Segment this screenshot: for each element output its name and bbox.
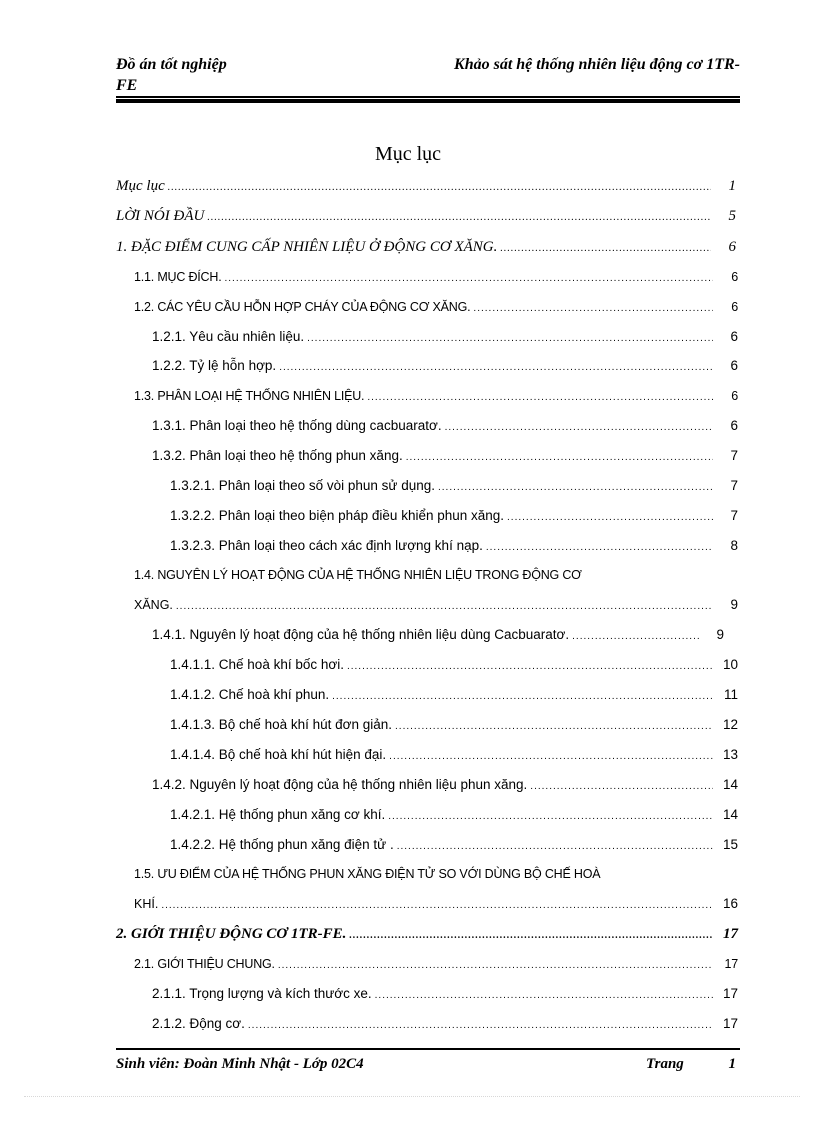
toc-entry-text: 1.3.2. Phân loại theo hệ thống phun xăng. xyxy=(152,448,403,463)
header-rule-thin xyxy=(116,96,740,98)
toc-entry[interactable] xyxy=(170,744,738,766)
footer-rule xyxy=(116,1048,740,1050)
toc-entry-text: 2.1.2. Động cơ. xyxy=(152,1016,245,1031)
toc-entry-page: 16 xyxy=(722,896,738,911)
toc-entry[interactable] xyxy=(134,893,738,915)
toc-entry[interactable] xyxy=(152,1013,738,1035)
toc-entry[interactable] xyxy=(170,714,738,736)
page-title: Mục lục xyxy=(374,143,442,165)
toc-entry-page: 13 xyxy=(722,747,738,762)
toc-entry-text: KHÍ. xyxy=(134,897,159,911)
toc-entry[interactable] xyxy=(170,834,738,856)
toc-entry-text: LỜI NÓI ĐẦU xyxy=(116,208,205,224)
toc-entry-text: 1.4.1.4. Bộ chế hoà khí hút hiện đại. xyxy=(170,747,387,762)
toc-entry[interactable] xyxy=(170,654,738,676)
toc-entry-page: 7 xyxy=(730,508,738,523)
toc-entry-text: 1.4.2.1. Hệ thống phun xăng cơ khí. xyxy=(170,807,386,822)
toc-entry[interactable] xyxy=(152,355,738,377)
toc-entry[interactable] xyxy=(152,774,738,796)
toc-entry-text: 1.3.2.1. Phân loại theo số vòi phun sử dụng. xyxy=(170,478,435,493)
toc-entry[interactable] xyxy=(134,594,738,616)
toc-entry-page: 15 xyxy=(722,837,738,852)
toc-entry-page: 7 xyxy=(730,448,738,463)
toc-entry-page: 17 xyxy=(724,957,738,971)
header-left-line2: FE xyxy=(116,77,138,94)
toc-entry[interactable] xyxy=(134,953,738,975)
toc-entry-text: Mục lục xyxy=(116,178,165,194)
toc-entry-page: 6 xyxy=(730,358,738,373)
toc-entry-text: 1.2.2. Tỷ lệ hỗn hợp. xyxy=(152,358,277,373)
toc-entry[interactable] xyxy=(116,923,738,945)
toc-entry-page: 10 xyxy=(722,657,738,672)
toc-entry[interactable] xyxy=(134,385,738,407)
toc-entry-text: 1.4.2. Nguyên lý hoạt động của hệ thống nhiên liệu phun xăng. xyxy=(152,777,528,792)
toc-entry-text: 1.2. CÁC YÊU CẦU HỖN HỢP CHÁY CỦA ĐỘNG CƠ XĂNG. xyxy=(134,300,471,314)
toc-entry-text: 2.1.1. Trọng lượng và kích thước xe. xyxy=(152,986,372,1001)
toc-entry[interactable] xyxy=(170,505,738,527)
header-left xyxy=(116,54,366,96)
toc-entry-page: 9 xyxy=(716,627,724,642)
toc-entry-page: 17 xyxy=(722,1016,738,1031)
toc-entry-page: 1 xyxy=(728,178,736,194)
toc-entry-page: 17 xyxy=(723,926,738,942)
toc-entry[interactable] xyxy=(152,624,724,646)
toc-entry-text: 1.4.1.3. Bộ chế hoà khí hút đơn giản. xyxy=(170,717,393,732)
toc-entry-text: XĂNG. xyxy=(134,598,173,612)
toc-entry-page: 6 xyxy=(730,418,738,433)
toc-entry-page: 14 xyxy=(722,777,738,792)
toc-entry-page: 5 xyxy=(728,208,736,224)
toc-entry-text: 1.1. MỤC ĐÍCH. xyxy=(134,270,222,284)
toc-entry[interactable] xyxy=(170,684,738,706)
toc-entry-text: 1.3.2.2. Phân loại theo biện pháp điều khiển phun xăng. xyxy=(170,508,505,523)
header-right: Khảo sát hệ thống nhiên liệu động cơ 1TR- xyxy=(454,56,740,73)
toc-entry[interactable] xyxy=(134,266,738,288)
footer-student: Sinh viên: Đoàn Minh Nhật - Lớp 02C4 xyxy=(116,1056,364,1072)
toc-entry-page: 6 xyxy=(731,300,738,314)
toc-entry[interactable] xyxy=(170,475,738,497)
toc-entry[interactable] xyxy=(152,326,738,348)
footer-page-number: 1 xyxy=(728,1056,736,1072)
toc-entry-page: 8 xyxy=(730,538,738,553)
toc-entry-page: 6 xyxy=(730,329,738,344)
toc-entry-text-line1: 1.5. ƯU ĐIỂM CỦA HỆ THỐNG PHUN XĂNG ĐIỆN TỬ SO VỚI DÙNG BỘ CHẾ HOÀ xyxy=(134,867,601,881)
toc-entry-text: 1.4.2.2. Hệ thống phun xăng điện tử . xyxy=(170,837,394,852)
toc-entry-text: 1.4.1. Nguyên lý hoạt động của hệ thống nhiên liệu dùng Cacbuaratơ. xyxy=(152,627,570,642)
header-rule-thick xyxy=(116,99,740,103)
toc-entry-page: 6 xyxy=(731,389,738,403)
toc-entry-text: 1.3. PHÂN LOẠI HỆ THỐNG NHIÊN LIỆU. xyxy=(134,389,365,403)
toc-entry-page: 6 xyxy=(731,270,738,284)
toc-entry-text: 1.3.2.3. Phân loại theo cách xác định lượng khí nạp. xyxy=(170,538,483,553)
toc-entry[interactable] xyxy=(116,175,736,197)
toc-entry-page: 9 xyxy=(730,597,738,612)
toc-entry-text: 1.2.1. Yêu cầu nhiên liệu. xyxy=(152,329,305,344)
toc-entry-page: 12 xyxy=(722,717,738,732)
toc-entry[interactable] xyxy=(134,296,738,318)
toc-entry-page: 6 xyxy=(728,239,736,255)
header-left-line1: Đồ án tốt nghiệp xyxy=(116,56,227,73)
toc-entry[interactable] xyxy=(116,236,736,258)
toc-entry-text: 1.4.1.1. Chế hoà khí bốc hơi. xyxy=(170,657,344,672)
toc-entry[interactable] xyxy=(116,205,736,227)
toc-entry-page: 14 xyxy=(722,807,738,822)
toc-entry[interactable] xyxy=(170,804,738,826)
toc-entry[interactable] xyxy=(152,445,738,467)
toc-entry[interactable] xyxy=(152,983,738,1005)
toc-entry-page: 17 xyxy=(722,986,738,1001)
page-footer xyxy=(116,1054,736,1074)
toc-entry[interactable] xyxy=(170,535,738,557)
toc-entry-text-line1: 1.4. NGUYÊN LÝ HOẠT ĐỘNG CỦA HỆ THỐNG NHIÊN LIỆU TRONG ĐỘNG CƠ xyxy=(134,568,582,582)
toc-entry-text: 2.1. GIỚI THIỆU CHUNG. xyxy=(134,957,275,971)
toc-entry-page: 7 xyxy=(730,478,738,493)
toc-entry[interactable] xyxy=(152,415,738,437)
toc-entry-text: 1. ĐẶC ĐIỂM CUNG CẤP NHIÊN LIỆU Ở ĐỘNG CƠ XĂNG. xyxy=(116,239,498,255)
page-bottom-divider xyxy=(24,1096,800,1097)
toc-entry-text: 1.4.1.2. Chế hoà khí phun. xyxy=(170,687,330,702)
toc-entry-page: 11 xyxy=(723,687,738,702)
toc-entry-text: 1.3.1. Phân loại theo hệ thống dùng cacbuaratơ. xyxy=(152,418,442,433)
page-header xyxy=(116,54,740,96)
footer-page-label: Trang xyxy=(646,1056,684,1072)
toc-entry-text: 2. GIỚI THIỆU ĐỘNG CƠ 1TR-FE. xyxy=(116,926,347,942)
